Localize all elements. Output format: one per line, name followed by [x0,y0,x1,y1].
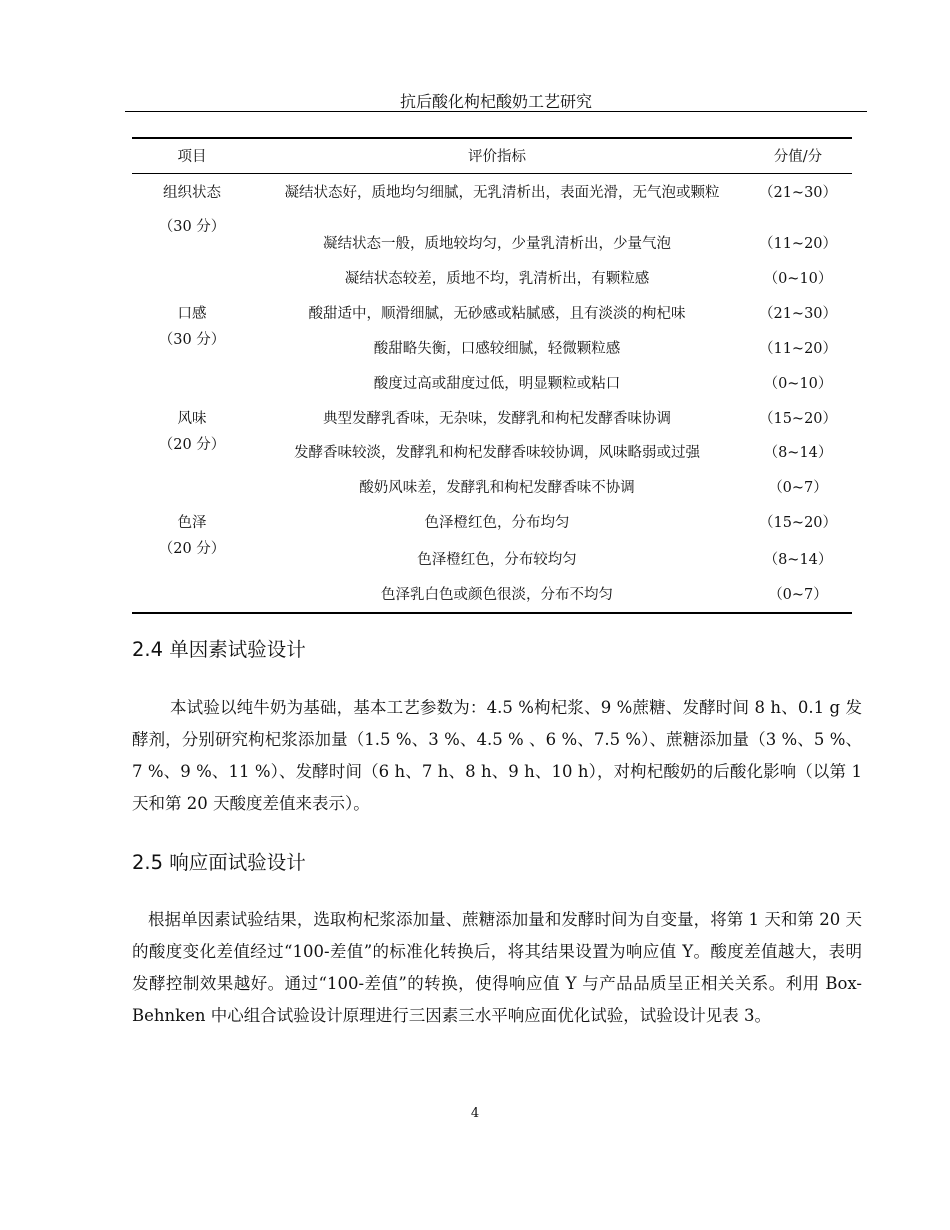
header-rule [125,111,867,112]
score-cell: （15~20） [758,515,838,531]
score-cell: （0~7） [768,587,828,603]
table-top-rule [132,137,852,139]
criterion-cell: 色泽橙红色，分布较均匀 [417,552,577,568]
group-name: 口感 [177,306,207,322]
criterion-cell: 酸甜适中，顺滑细腻，无砂感或粘腻感，且有淡淡的枸杞味 [308,306,686,322]
group-points: （30 分） [158,219,226,235]
criterion-cell: 发酵香味较淡，发酵乳和枸杞发酵香味较协调，风味略弱或过强 [294,445,700,461]
score-cell: （15~20） [758,411,838,427]
criterion-cell: 典型发酵乳香味，无杂味，发酵乳和枸杞发酵香味协调 [323,411,671,427]
group-name: 色泽 [177,515,207,531]
score-cell: （0~7） [768,480,828,496]
score-cell: （11~20） [758,236,838,252]
score-cell: （0~10） [763,376,833,392]
section-2-5-paragraph: 根据单因素试验结果，选取枸杞浆添加量、蔗糖添加量和发酵时间为自变量，将第 1 天和第 20 天的酸度变化差值经过“100-差值”的标准化转换后，将其结果设置为响应值 Y。酸度差值越大，表明发酵控制效果越好。通过“100-差值”的转换，使得响应值 Y 与产品品质呈正相关关系。利用 Box-Behnken 中心组合试验设计原理进行三因素三水平响应面优化试验，试验设计见表 3。 [132,910,862,1025]
criterion-cell: 凝结状态较差，质地不均，乳清析出，有颗粒感 [344,271,650,287]
section-heading-2-5: 2.5 响应面试验设计 [132,851,306,874]
criterion-cell: 酸甜略失衡，口感较细腻，轻微颗粒感 [373,341,621,357]
section-2-4-paragraph: 本试验以纯牛奶为基础，基本工艺参数为：4.5 %枸杞浆、9 %蔗糖、发酵时间 8 h、0.1 g 发酵剂，分别研究枸杞浆添加量（1.5 %、3 %、4.5 % 、6 %、7.5 %）、蔗糖添加量（3 %、5 %、7 %、9 %、11 %）、发酵时间（6 h、7 h、8 h、9 h、10 h），对枸杞酸奶的后酸化影响（以第 1 天和第 20 天酸度差值来表示）。 [132,698,862,813]
criterion-cell: 色泽乳白色或颜色很淡，分布不均匀 [381,587,613,603]
section-heading-2-4: 2.4 单因素试验设计 [132,638,306,661]
table-bottom-rule [132,612,852,614]
criterion-cell: 凝结状态好，质地均匀细腻，无乳清析出，表面光滑，无气泡或颗粒 [284,185,720,201]
score-cell: （8~14） [763,445,833,461]
criterion-cell: 酸度过高或甜度过低，明显颗粒或粘口 [373,376,621,392]
criterion-cell: 酸奶风味差，发酵乳和枸杞发酵香味不协调 [359,480,635,496]
table-header-score: 分值/分 [773,149,823,165]
table-header-criteria: 评价指标 [468,149,526,165]
group-name: 组织状态 [163,185,221,201]
page-number: 4 [470,1106,480,1121]
group-name: 风味 [177,411,207,427]
group-points: （30 分） [158,332,226,348]
group-points: （20 分） [158,541,226,557]
group-points: （20 分） [158,437,226,453]
score-cell: （0~10） [763,271,833,287]
criterion-cell: 色泽橙红色，分布均匀 [424,515,570,531]
running-header: 抗后酸化枸杞酸奶工艺研究 [399,92,592,111]
score-cell: （21~30） [758,185,838,201]
table-header-project: 项目 [177,149,207,165]
criterion-cell: 凝结状态一般，质地较均匀，少量乳清析出，少量气泡 [323,236,671,252]
score-cell: （21~30） [758,306,838,322]
score-cell: （11~20） [758,341,838,357]
table-header-rule [132,173,852,174]
score-cell: （8~14） [763,552,833,568]
